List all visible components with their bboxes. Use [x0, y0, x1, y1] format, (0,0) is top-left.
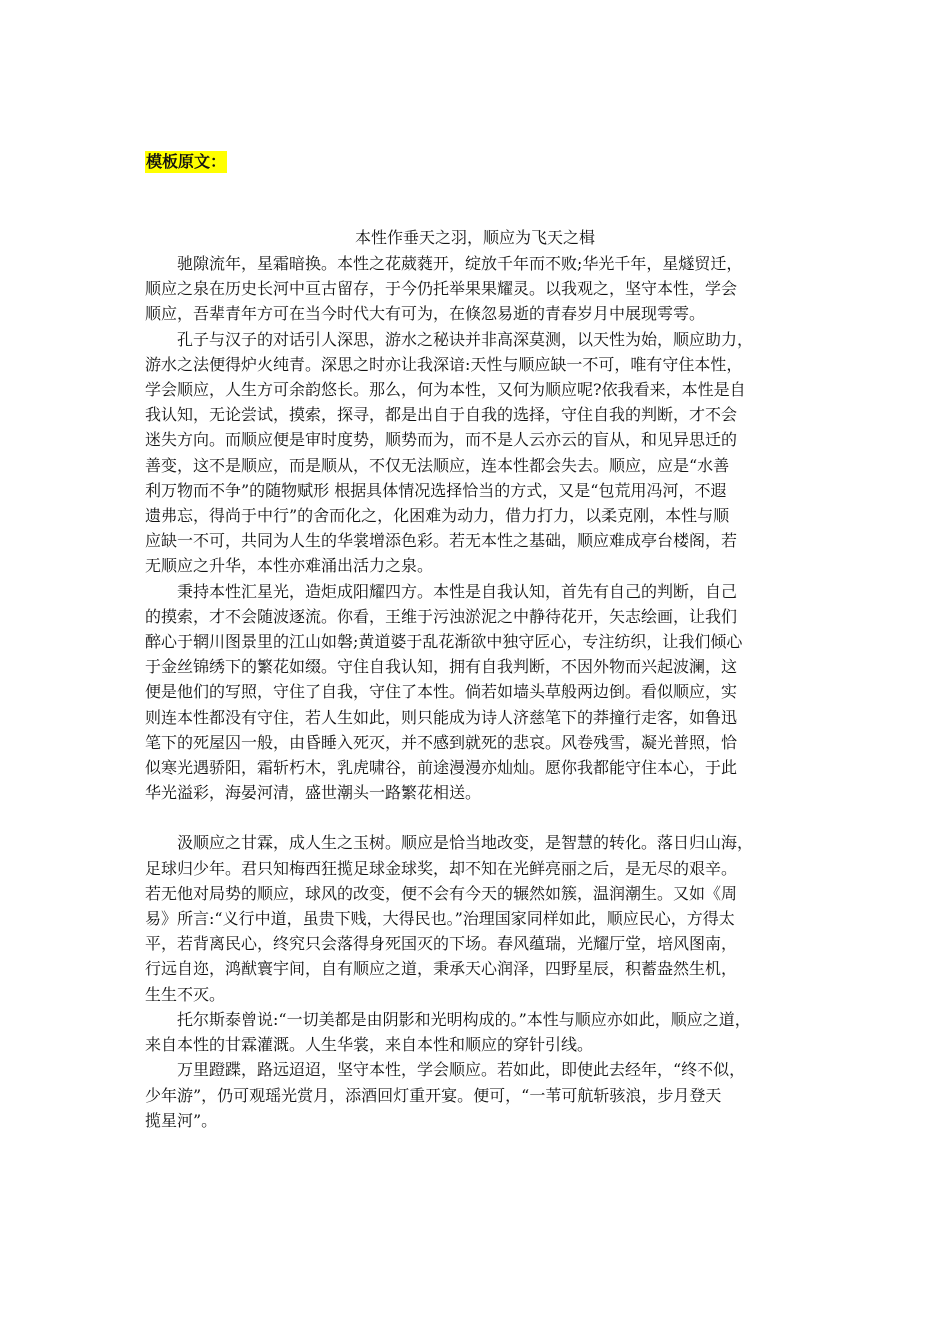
text-line: 迷失方向。而顺应便是审时度势，顺势而为，而不是人云亦云的盲从，和见异思迁的 — [145, 430, 738, 450]
paragraph-6 — [145, 1057, 807, 1133]
paragraph-1 — [145, 251, 807, 327]
text-line: 顺应，吾辈青年方可在当今时代大有可为，在倏忽易逝的青春岁月中展现雩雩。 — [145, 304, 706, 324]
text-line: 来自本性的甘霖灌溉。人生华裳，来自本性和顺应的穿针引线。 — [145, 1035, 594, 1055]
text-line: 行远自迩，鸿猷寰宇间，自有顺应之道，秉承天心润泽，四野星辰，积蓄盎然生机， — [145, 959, 738, 979]
text-line: 生生不灭。 — [145, 984, 226, 1004]
text-line: 的摸索，才不会随波逐流。你看，王维于污浊淤泥之中静待花开，矢志绘画，让我们 — [145, 606, 738, 626]
text-line: 善变，这不是顺应，而是顺从，不仅无法顺应，连本性都会失去。顺应，应是“水善 — [145, 455, 730, 475]
text-line: 若无他对局势的顺应，球风的改变，便不会有今天的辗然如簇，温润潮生。又如《周 — [145, 883, 738, 903]
text-line: 汲顺应之甘霖，成人生之玉树。顺应是恰当地改变，是智慧的转化。落日归山海， — [177, 833, 754, 853]
text-line: 我认知，无论尝试，摸索，探寻，都是出自于自我的选择，守住自我的判断，才不会 — [145, 405, 738, 425]
text-line: 似寒光遇骄阳，霜斩朽木，乳虎啸谷，前途漫漫亦灿灿。愿你我都能守住本心，于此 — [145, 758, 738, 778]
paragraph-5 — [145, 1007, 807, 1057]
text-line: 游水之法便得炉火纯青。深思之时亦让我深谙:天性与顺应缺一不可，唯有守住本性， — [145, 354, 743, 374]
text-line: 揽星河”。 — [145, 1110, 218, 1130]
text-line: 孔子与汉子的对话引人深思，游水之秘诀并非高深莫测，以天性为始，顺应助力， — [177, 329, 754, 349]
essay-title: 本性作垂天之羽，顺应为飞天之楫 — [354, 228, 595, 247]
text-line: 于金丝锦绣下的繁花如缀。守住自我认知，拥有自我判断，不因外物而兴起波澜，这 — [145, 657, 738, 677]
template-label: 模板原文： — [146, 152, 227, 171]
text-line: 利万物而不争”的随物赋形 根据具体情况选择恰当的方式，又是“包荒用冯河，不遐 — [145, 480, 727, 500]
text-line: 学会顺应，人生方可余韵悠长。那么，何为本性，又何为顺应呢?依我看来，本性是自 — [145, 380, 746, 400]
paragraph-4 — [145, 830, 807, 1006]
text-line: 易》所言:“义行中道，虽贵下贱，大得民也。”治理国家同样如此，顺应民心，方得太 — [145, 909, 735, 929]
text-line: 驰隙流年，星霜暗换。本性之花葳蕤开，绽放千年而不败;华光千年，星燧贸迁， — [177, 254, 743, 273]
text-line: 平，若背离民心，终究只会落得身死国灭的下场。春风蕴瑞，光耀厅堂，培风图南， — [145, 934, 738, 954]
essay-body — [145, 251, 807, 1133]
text-line: 华光溢彩，海晏河清，盛世潮头一路繁花相送。 — [145, 783, 482, 803]
text-line: 无顺应之升华，本性亦难涌出活力之泉。 — [145, 556, 434, 576]
text-line: 笔下的死屋囚一般，由昏睡入死灭，并不感到就死的悲哀。风卷残雪，凝光普照，恰 — [145, 732, 738, 752]
text-line: 托尔斯泰曾说:“一切美都是由阴影和光明构成的。”本性与顺应亦如此，顺应之道， — [177, 1009, 751, 1029]
text-line: 则连本性都没有守住，若人生如此，则只能成为诗人济慈笔下的莽撞行走客，如鲁迅 — [145, 707, 738, 727]
text-line: 足球归少年。君只知梅西狂揽足球金球奖，却不知在光鲜亮丽之后，是无尽的艰辛。 — [145, 858, 738, 878]
text-line: 顺应之泉在历史长河中亘古留存，于今仍托举果果耀灵。以我观之，坚守本性，学会 — [145, 279, 738, 299]
paragraph-gap — [145, 805, 807, 830]
text-line: 万里蹬蹀，路远迢迢，坚守本性，学会顺应。若如此，即使此去经年，“终不似， — [177, 1060, 746, 1080]
text-line: 应缺一不可，共同为人生的华裳增添色彩。若无本性之基础，顺应难成亭台楼阁，若 — [145, 531, 738, 551]
text-line: 遗弗忘，得尚于中行”的舍而化之，化困难为动力，借力打力，以柔克刚，本性与顺 — [145, 506, 730, 526]
text-line: 秉持本性汇星光，造炬成阳耀四方。本性是自我认知，首先有自己的判断，自己 — [177, 581, 738, 601]
paragraph-2 — [145, 327, 807, 579]
paragraph-3 — [145, 579, 807, 806]
text-line: 醉心于辋川图景里的江山如磐;黄道婆于乱花渐欲中独守匠心，专注纺织，让我们倾心 — [145, 632, 743, 652]
text-line: 少年游”，仍可观瑶光赏月，添酒回灯重开宴。便可，“一苇可航斩骇浪，步月登天 — [145, 1085, 722, 1105]
text-line: 便是他们的写照，守住了自我，守住了本性。倘若如墙头草般两边倒。看似顺应，实 — [145, 682, 738, 702]
